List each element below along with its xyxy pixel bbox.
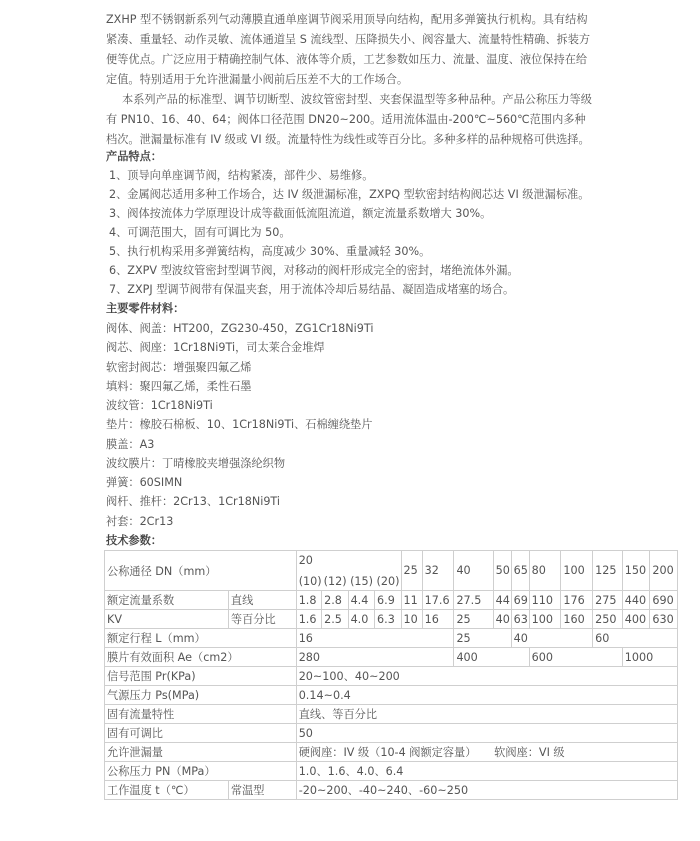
kv-linear-value: 1.8 xyxy=(296,591,321,610)
intro-paragraph-2-text: 本系列产品的标准型、调节切断型、波纹管密封型、夹套保温型等多种品种。产品公称压力等级有 PN10、16、40、64；阀体口径范围 DN20~200。适用流体温由-200℃~560℃范围内多种档次。泄漏量标准有 IV 级或 VI 级。流量特性为线性或等百分比。多种多样的品种规格可供选择。 xyxy=(106,93,592,146)
kv-eq-value: 160 xyxy=(561,610,593,629)
kv-linear-value: 440 xyxy=(622,591,650,610)
dn-value: 125 xyxy=(593,551,623,591)
materials-heading: 主要零件材料： xyxy=(106,302,185,315)
leak-value: 硬阀座：IV 级（10-4 阀额定容量） 软阀座：VI 级 xyxy=(296,743,677,762)
temp-value: -20~200、-40~240、-60~250 xyxy=(296,781,677,800)
feature-item: 6、ZXPV 型波纹管密封型调节阀，对移动的阀杆形成完全的密封，堵绝流体外漏。 xyxy=(109,264,519,277)
kv-linear-value: 69 xyxy=(511,591,529,610)
dn-20-sub: (15) xyxy=(348,572,374,591)
kv-eq-label: 等百分比 xyxy=(228,610,296,629)
pn-value: 1.0、1.6、4.0、6.4 xyxy=(296,762,677,781)
spec-table xyxy=(104,550,678,800)
temp-label: 工作温度 t（℃） xyxy=(105,781,229,800)
stroke-value: 16 xyxy=(296,629,454,648)
kv-eq-value: 16 xyxy=(422,610,454,629)
kv-eq-value: 100 xyxy=(529,610,561,629)
kv-eq-value: 250 xyxy=(593,610,623,629)
kv-linear-value: 176 xyxy=(561,591,593,610)
kv-linear-value: 6.9 xyxy=(375,591,401,610)
spec-row-pn xyxy=(105,762,678,781)
dn-value: 50 xyxy=(493,551,511,591)
kv-linear-label: 直线 xyxy=(228,591,296,610)
dn-value: 25 xyxy=(401,551,422,591)
area-value: 280 xyxy=(296,648,454,667)
flowchar-label: 固有流量特性 xyxy=(105,705,297,724)
dn-value: 100 xyxy=(561,551,593,591)
kv-eq-value: 630 xyxy=(650,610,678,629)
air-value: 0.14~0.4 xyxy=(296,686,677,705)
spec-row-temp xyxy=(105,781,678,800)
kv-linear-value: 44 xyxy=(493,591,511,610)
area-label: 膜片有效面积 Ae（cm2） xyxy=(105,648,297,667)
material-item: 填料：聚四氟乙烯，柔性石墨 xyxy=(106,380,252,393)
pn-label: 公称压力 PN（MPa） xyxy=(105,762,297,781)
material-item: 波纹管：1Cr18Ni9Ti xyxy=(106,399,213,412)
stroke-value: 40 xyxy=(511,629,593,648)
kv-linear-value: 27.5 xyxy=(454,591,493,610)
spec-row-leak xyxy=(105,743,678,762)
kv-eq-value: 10 xyxy=(401,610,422,629)
feature-item: 2、金属阀芯适用多种工作场合，达 IV 级泄漏标准，ZXPQ 型软密封结构阀芯达 VI 级泄漏标准。 xyxy=(109,188,590,201)
dn-value: 200 xyxy=(650,551,678,591)
spec-row-kv-linear xyxy=(105,591,678,610)
intro-paragraph-2 xyxy=(106,90,596,150)
material-item: 垫片：橡胶石棉板、10、1Cr18Ni9Ti、石棉缠绕垫片 xyxy=(106,418,373,431)
kv-linear-value: 110 xyxy=(529,591,561,610)
material-item: 衬套：2Cr13 xyxy=(106,515,174,528)
leak-label: 允许泄漏量 xyxy=(105,743,297,762)
stroke-value: 60 xyxy=(593,629,678,648)
material-item: 阀杆、推杆：2Cr13、1Cr18Ni9Ti xyxy=(106,495,281,508)
feature-item: 1、顶导向单座调节阀，结构紧凑，部件少、易维修。 xyxy=(109,169,374,182)
dn-20-sub: (10) xyxy=(296,572,321,591)
area-value: 600 xyxy=(529,648,622,667)
temp-sub-label: 常温型 xyxy=(228,781,296,800)
stroke-label: 额定行程 L（mm） xyxy=(105,629,297,648)
kv-linear-value: 11 xyxy=(401,591,422,610)
spec-row-kv-eq xyxy=(105,610,678,629)
spec-row-dn xyxy=(105,551,678,573)
kv-eq-value: 4.0 xyxy=(348,610,374,629)
kv-eq-value: 2.5 xyxy=(322,610,348,629)
signal-value: 20~100、40~200 xyxy=(296,667,677,686)
air-label: 气源压力 Ps(MPa) xyxy=(105,686,297,705)
spec-row-ratio xyxy=(105,724,678,743)
features-heading: 产品特点： xyxy=(106,150,162,163)
spec-row-air xyxy=(105,686,678,705)
material-item: 阀体、阀盖：HT200，ZG230-450，ZG1Cr18Ni9Ti xyxy=(106,322,374,335)
intro-paragraph-1: ZXHP 型不锈钢新系列气动薄膜直通单座调节阀采用顶导向结构，配用多弹簧执行机构。具有结构紧凑、重量轻、动作灵敏、流体通道呈 S 流线型、压降损失小、阀容量大、流量特性精确、拆装方便等优点。广泛应用于精确控制气体、液体等介质，工艺参数如压力、流量、温度、液位保持在给定值。特别适用于允许泄漏量小阀前后压差不大的工作场合。 xyxy=(106,13,591,86)
kv-linear-value: 275 xyxy=(593,591,623,610)
feature-item: 4、可调范围大，固有可调比为 50。 xyxy=(109,226,291,239)
spec-row-flowchar xyxy=(105,705,678,724)
ratio-value: 50 xyxy=(296,724,677,743)
feature-item: 7、ZXPJ 型调节阀带有保温夹套，用于流体冷却后易结晶、凝固造成堵塞的场合。 xyxy=(109,283,515,296)
dn-label: 公称通径 DN（mm） xyxy=(105,551,297,591)
area-value: 1000 xyxy=(622,648,677,667)
specs-heading: 技术参数： xyxy=(106,534,162,547)
dn-20-sub: (20) xyxy=(375,572,401,591)
dn-value: 40 xyxy=(454,551,493,591)
material-item: 软密封阀芯：增强聚四氟乙烯 xyxy=(106,361,252,374)
area-value: 400 xyxy=(454,648,529,667)
spec-row-stroke xyxy=(105,629,678,648)
material-item: 弹簧：60SIMN xyxy=(106,476,183,489)
kv-linear-value: 2.8 xyxy=(322,591,348,610)
kv-eq-value: 25 xyxy=(454,610,493,629)
feature-item: 3、阀体按流体力学原理设计成等截面低流阻流道，额定流量系数增大 30%。 xyxy=(109,207,492,220)
dn-value: 150 xyxy=(622,551,650,591)
dn-value: 80 xyxy=(529,551,561,591)
stroke-value: 25 xyxy=(454,629,511,648)
spec-row-area xyxy=(105,648,678,667)
ratio-label: 固有可调比 xyxy=(105,724,297,743)
kv-eq-value: 400 xyxy=(622,610,650,629)
dn-value: 32 xyxy=(422,551,454,591)
dn-value: 65 xyxy=(511,551,529,591)
kv-linear-value: 690 xyxy=(650,591,678,610)
material-item: 膜盖：A3 xyxy=(106,438,155,451)
flowchar-value: 直线、等百分比 xyxy=(296,705,677,724)
material-item: 波纹膜片：丁晴橡胶夹增强涤纶织物 xyxy=(106,457,286,470)
material-item: 阀芯、阀座：1Cr18Ni9Ti，司太莱合金堆焊 xyxy=(106,341,325,354)
feature-item: 5、执行机构采用多弹簧结构，高度减少 30%、重量减轻 30%。 xyxy=(109,245,431,258)
kv-eq-value: 63 xyxy=(511,610,529,629)
spec-row-signal xyxy=(105,667,678,686)
kv-eq-value: 6.3 xyxy=(375,610,401,629)
kv-eq-value: 40 xyxy=(493,610,511,629)
dn-20-cell: 20 xyxy=(296,551,401,573)
kv-label-2: KV xyxy=(105,610,229,629)
dn-20-sub: (12) xyxy=(322,572,348,591)
signal-label: 信号范围 Pr(KPa) xyxy=(105,667,297,686)
kv-label-1: 额定流量系数 xyxy=(105,591,229,610)
kv-eq-value: 1.6 xyxy=(296,610,321,629)
kv-linear-value: 4.4 xyxy=(348,591,374,610)
kv-linear-value: 17.6 xyxy=(422,591,454,610)
